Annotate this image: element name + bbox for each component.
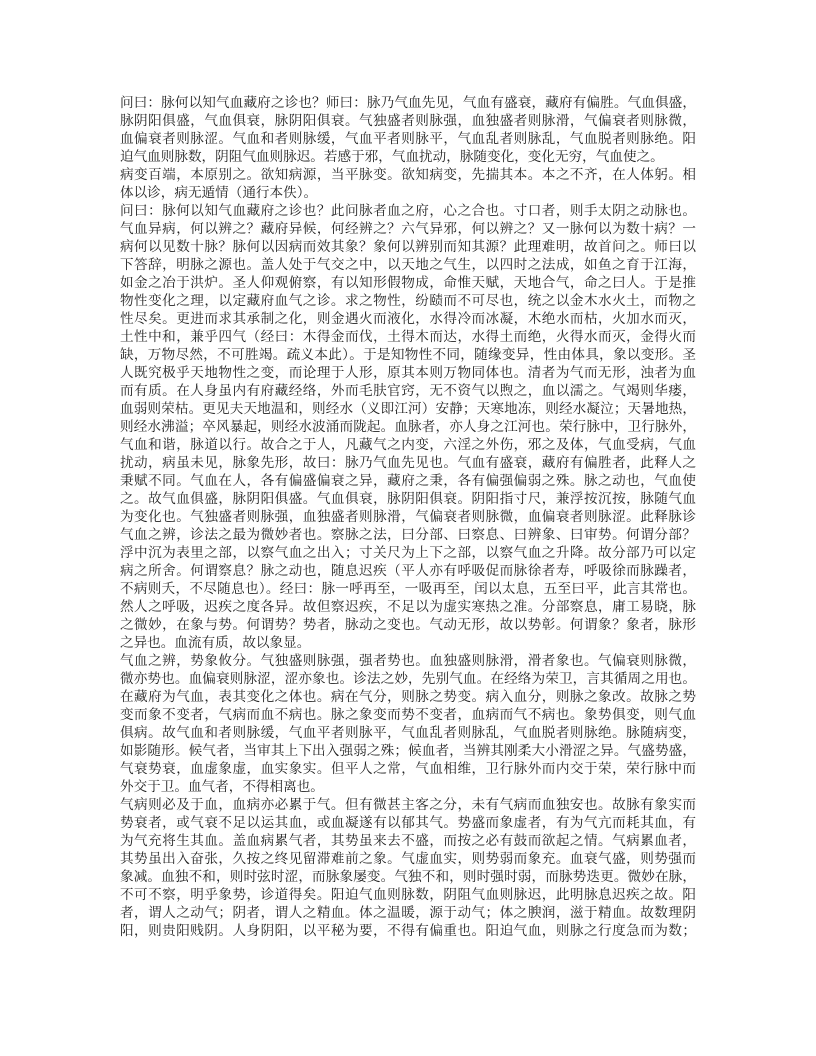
text-line: 气血之辨，势象攸分。气独盛则脉强，强者势也。血独盛则脉滑，滑者象也。气偏衰则脉微， [120, 653, 696, 669]
document-body [120, 94, 696, 940]
text-line: 性尽矣。更进而求其承制之化，则金遇火而液化，水得冷而冰凝，木绝水而枯，火加水而灭， [120, 311, 696, 327]
paragraph-1 [120, 94, 696, 166]
text-line: 势衰者，或气衰不足以运其血，或血凝遂有以郁其气。势盛而象虚者，有为气亢而耗其血，有 [120, 815, 696, 831]
text-line: 扰动，病虽未见，脉象先形，故曰：脉乃气血先见也。气血有盛衰，藏府有偏胜者，此释人之 [120, 455, 696, 471]
text-line: 病何以见数十脉？脉何以因病而效其象？象何以辨别而知其源？此理难明，故首问之。师曰以 [120, 239, 696, 255]
text-line: 俱病。故气血和者则脉缓，气血平者则脉平，气血乱者则脉乱，气血脱者则脉绝。脉随病变， [120, 725, 696, 741]
text-line: 迫气血则脉数，阴阻气血则脉迟。若感于邪，气血扰动，脉随变化，变化无穷，气血使之。 [120, 149, 664, 165]
text-line: 气血异病，何以辨之？藏府异候，何经辨之？六气异邪，何以辨之？又一脉何以为数十病？一 [120, 221, 696, 237]
text-line: 气病则必及于血，血病亦必累于气。但有微甚主客之分，未有气病而血独安也。故脉有象实而 [120, 797, 696, 813]
text-line: 微亦势也。血偏衰则脉涩，涩亦象也。诊法之妙，先别气血。在经络为荣卫，言其循周之用也。 [120, 671, 696, 687]
text-line: 病之所舍。何谓察息？脉之动也，随息迟疾（平人亦有呼吸促而脉徐者寿，呼吸徐而脉躁者， [120, 563, 696, 579]
text-line: 如金之冶于洪炉。圣人仰观俯察，有以知形假物成，命惟天赋，天地合气，命之曰人。于是推 [120, 275, 696, 291]
text-line: 血弱则荣枯。更见夫天地温和，则经水（义即江河）安静；天寒地冻，则经水凝泣；天暑地热， [120, 401, 696, 417]
text-line: 气血之辨，诊法之最为微妙者也。察脉之法，曰分部、曰察息、曰辨象、曰审势。何谓分部？ [120, 527, 696, 543]
text-line: 浮中沉为表里之部，以察气血之出入；寸关尺为上下之部，以察气血之升降。故分部乃可以定 [120, 545, 696, 561]
text-line: 下答辞，明脉之源也。盖人处于气交之中，以天地之气生，以四时之法成，如鱼之育于江海， [120, 257, 696, 273]
text-line: 外交于卫。血气者，不得相离也。 [120, 779, 324, 795]
text-line: 物性变化之理，以定藏府血气之诊。求之物性，纷赜而不可尽也，统之以金木水火土，而物之 [120, 293, 696, 309]
text-line: 土性中和，兼乎四气（经曰：木得金而伐，土得木而达，水得土而绝，火得水而灭，金得火而 [120, 329, 696, 345]
text-line: 气衰势衰，血虚象虚，血实象实。但平人之常，气血相维，卫行脉外而内交于荣，荣行脉中而 [120, 761, 696, 777]
text-line: 而有质。在人身虽内有府藏经络，外而毛肤官窍，无不资气以煦之，血以濡之。气竭则华瘘， [120, 383, 696, 399]
text-line: 缺，万物尽然，不可胜竭。疏义本此）。于是知物性不同，随缘变异，性由体具，象以变形。圣 [120, 347, 696, 363]
text-line: 为变化也。气独盛者则脉强，血独盛者则脉滑，气偏衰者则脉微，血偏衰者则脉涩。此释脉诊 [120, 509, 696, 525]
text-line: 为气充将生其血。盖血病累气者，其势虽来去不盛，而按之必有鼓而欲起之情。气病累血者， [120, 833, 696, 849]
text-line: 其势虽出入奋张，久按之终见留滞难前之象。气虚血实，则势弱而象充。血衰气盛，则势强而 [120, 851, 696, 867]
text-line: 秉赋不同。气血在人，各有偏盛偏衰之异，藏府之秉，各有偏强偏弱之殊。脉之动也，气血使 [120, 473, 696, 489]
text-line: 象减。血独不和，则时弦时涩，而脉象屡变。气独不和，则时强时弱，而脉势迭更。微妙在脉， [120, 869, 696, 885]
text-line: 血偏衰者则脉涩。气血和者则脉缓，气血平者则脉平，气血乱者则脉乱，气血脱者则脉绝。阳 [120, 131, 696, 147]
text-line: 如影随形。候气者，当审其上下出入强弱之殊；候血者，当辨其刚柔大小滑涩之异。气盛势盛， [120, 743, 696, 759]
text-line: 之微妙，在象与势。何谓势？势者，脉动之变也。气动无形，故以势彰。何谓象？象者，脉形 [120, 617, 696, 633]
text-line: 阳，则贵阳贱阴。人身阴阳，以平秘为要，不得有偏重也。阳迫气血，则脉之行度急而为数； [120, 923, 696, 939]
text-line: 则经水沸溢；卒风暴起，则经水波涌而陇起。血脉者，亦人身之江河也。荣行脉中，卫行脉外， [120, 419, 696, 435]
text-line: 变而象不变者，气病而血不病也。脉之象变而势不变者，血病而气不病也。象势俱变，则气血 [120, 707, 696, 723]
text-line: 人既究极乎天地物性之变，而论理于人形，原其本则万物同体也。清者为气而无形，浊者为血 [120, 365, 696, 381]
text-line: 者，谓人之动气；阴者，谓人之精血。体之温暖，源于动气；体之腴润，滋于精血。故数理阴 [120, 905, 696, 921]
text-line: 之异也。血流有质，故以象显。 [120, 635, 311, 651]
text-line: 脉阴阳俱盛，气血俱衰，脉阴阳俱衰。气独盛者则脉强，血独盛者则脉滑，气偏衰者则脉微， [120, 113, 696, 129]
text-line: 之。故气血俱盛，脉阴阳俱盛。气血俱衰，脉阴阳俱衰。阴阳指寸尺，兼浮按沉按，脉随气血 [120, 491, 696, 507]
text-line: 不病则夭，不尽随息也）。经曰：脉一呼再至，一吸再至，闰以太息，五至曰平，此言其常也。 [120, 581, 696, 597]
text-line: 气血和谐，脉道以行。故合之于人，凡藏气之内变，六淫之外伤，邪之及体，气血受病，气血 [120, 437, 696, 453]
text-line: 问曰：脉何以知气血藏府之诊也？此问脉者血之府，心之合也。寸口者，则手太阴之动脉也。 [120, 203, 696, 219]
text-line: 体以诊，病无遁情（通行本佚）。 [120, 185, 318, 201]
text-line: 在藏府为气血，表其变化之体也。病在气分，则脉之势变。病入血分，则脉之象改。故脉之势 [120, 689, 696, 705]
text-line: 不可不察，明乎象势，诊道得矣。阳迫气血则脉数，阴阻气血则脉迟，此明脉息迟疾之故。阳 [120, 887, 696, 903]
text-line: 病变百端，本原别之。欲知病源，当平脉变。欲知病变，先揣其本。本之不齐，在人体躬。相 [120, 167, 696, 183]
paragraph-5 [120, 796, 696, 940]
text-line: 然人之呼吸，迟疾之度各异。故但察迟疾，不足以为虚实寒热之准。分部察息，庸工易晓，脉 [120, 599, 696, 615]
paragraph-4 [120, 652, 696, 796]
paragraph-2 [120, 166, 696, 202]
paragraph-3 [120, 202, 696, 652]
text-line: 问曰：脉何以知气血藏府之诊也？师曰：脉乃气血先见，气血有盛衰，藏府有偏胜。气血俱盛， [120, 95, 696, 111]
